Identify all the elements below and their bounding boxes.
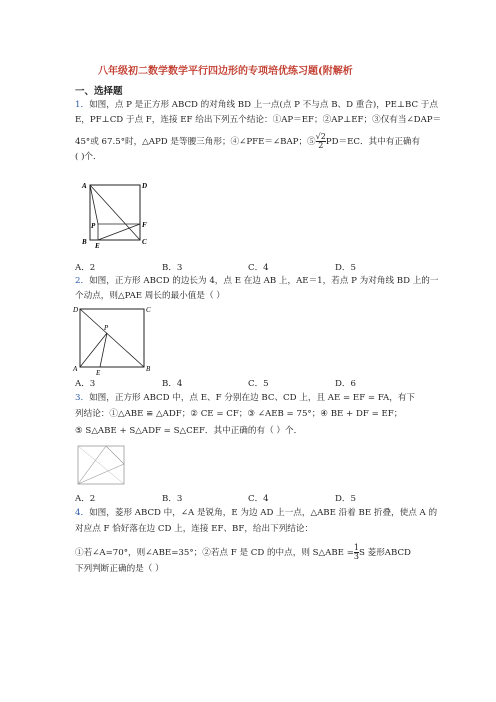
question-1-option-c[interactable]: C．4 <box>248 263 269 273</box>
figure-1-label-c: C <box>142 238 147 246</box>
question-4-text: 如图，菱形 ABCD 中，∠A 是锐角，E 为边 AD 上一点，△ABE 沿着 BE 折叠，使点 A 的 <box>89 508 438 518</box>
question-4-line-4: 下列判断正确的是（ ） <box>75 564 164 574</box>
question-1-text-3a: 45°或 67.5°时，△APD 是等腰三角形；④∠PFE＝∠BAP；⑤ <box>75 137 316 147</box>
question-3-option-c[interactable]: C．4 <box>248 494 269 504</box>
question-1-text-3b: PD＝EC．其中有正确有 <box>325 137 421 147</box>
question-4-number: 4． <box>75 508 90 518</box>
question-4-line-2: 对应点 F 恰好落在边 CD 上，连接 EF、BF，给出下列结论： <box>75 524 314 534</box>
question-2-line-2: 个动点，则△PAE 周长的最小值是（ ） <box>75 291 225 301</box>
page-title: 八年级初二数学数学平行四边形的专项培优练习题(附解析 <box>98 66 353 77</box>
figure-2-square-diagram <box>72 303 157 377</box>
question-1-option-a[interactable]: A．2 <box>75 263 96 273</box>
question-1-line-4: ( )个． <box>75 152 102 162</box>
question-1-line-2: E，PF⊥CD 于点 F，连接 EF 给出下列五个结论：①AP＝EF；②AP⊥EF；③仅有当∠DAP＝ <box>75 115 442 125</box>
figure-1-label-e: E <box>95 242 100 250</box>
figure-2-label-e: E <box>96 369 101 377</box>
question-2-option-d[interactable]: D．6 <box>335 379 356 389</box>
figure-1-label-p: P <box>91 222 96 230</box>
question-3-option-d[interactable]: D．5 <box>335 494 356 504</box>
question-4-text-3a: ①若∠A=70°，则∠ABE=35°；②若点 F 是 CD 的中点，则 S△ABE = <box>75 548 354 558</box>
figure-1-label-d: D <box>142 182 148 190</box>
question-3-option-a[interactable]: A．2 <box>75 494 96 504</box>
fraction-sqrt2-over-2 <box>316 133 326 150</box>
figure-2-label-c: C <box>146 306 151 314</box>
figure-2-label-d: D <box>73 306 79 314</box>
question-1-line-1 <box>75 100 438 111</box>
question-1-line-3 <box>75 133 420 150</box>
question-2-line-1 <box>75 276 439 287</box>
question-4-text-3b: S 菱形ABCD <box>358 548 411 558</box>
figure-2-label-b: B <box>146 365 151 373</box>
question-1-option-d[interactable]: D．5 <box>335 263 356 273</box>
question-4-line-1 <box>75 508 437 519</box>
figure-1-label-b: B <box>82 238 87 246</box>
fraction-denominator: 3 <box>353 552 359 561</box>
question-1-option-b[interactable]: B．3 <box>162 263 183 273</box>
section-heading: 一、选择题 <box>75 86 123 97</box>
fraction-numerator: √2 <box>315 132 326 141</box>
figure-1-label-a: A <box>82 182 87 190</box>
question-2-option-c[interactable]: C．5 <box>248 379 269 389</box>
figure-1-label-f: F <box>142 221 147 229</box>
question-4-line-3 <box>75 544 411 561</box>
figure-1-square-diagram <box>80 180 160 250</box>
question-2-text: 如图，正方形 ABCD 的边长为 4，点 E 在边 AB 上，AE＝1，若点 P 为对角线 BD 上的一 <box>89 276 439 286</box>
figure-2-label-a: A <box>73 365 78 373</box>
question-3-line-3: ⑤ S△ABE + S△ADF = S△CEF．其中正确的有（ ）个． <box>75 426 303 436</box>
figure-2-label-p: P <box>104 324 109 332</box>
question-3-number: 3． <box>75 393 90 403</box>
question-3-option-b[interactable]: B．3 <box>162 494 183 504</box>
question-3-line-1 <box>75 393 415 404</box>
question-2-option-b[interactable]: B．4 <box>162 379 183 389</box>
fraction-denominator: 2 <box>316 141 326 150</box>
question-2-option-a[interactable]: A．3 <box>75 379 96 389</box>
figure-3-square-diagram <box>72 442 132 488</box>
question-1-text: 如图，点 P 是正方形 ABCD 的对角线 BD 上一点(点 P 不与点 B、D 重合)，PE⊥BC 于点 <box>89 100 438 110</box>
question-2-number: 2． <box>75 276 90 286</box>
question-3-text: 如图，正方形 ABCD 中，点 E、F 分别在边 BC、CD 上，且 AE = EF = FA，有下 <box>89 393 416 403</box>
question-3-line-2: 列结论：①△ABE ≌ △ADF；② CE = CF；③ ∠AEB = 75°；④ BE + DF = EF； <box>75 409 403 419</box>
question-1-number: 1． <box>75 100 90 110</box>
fraction-numerator: 1 <box>353 543 359 552</box>
